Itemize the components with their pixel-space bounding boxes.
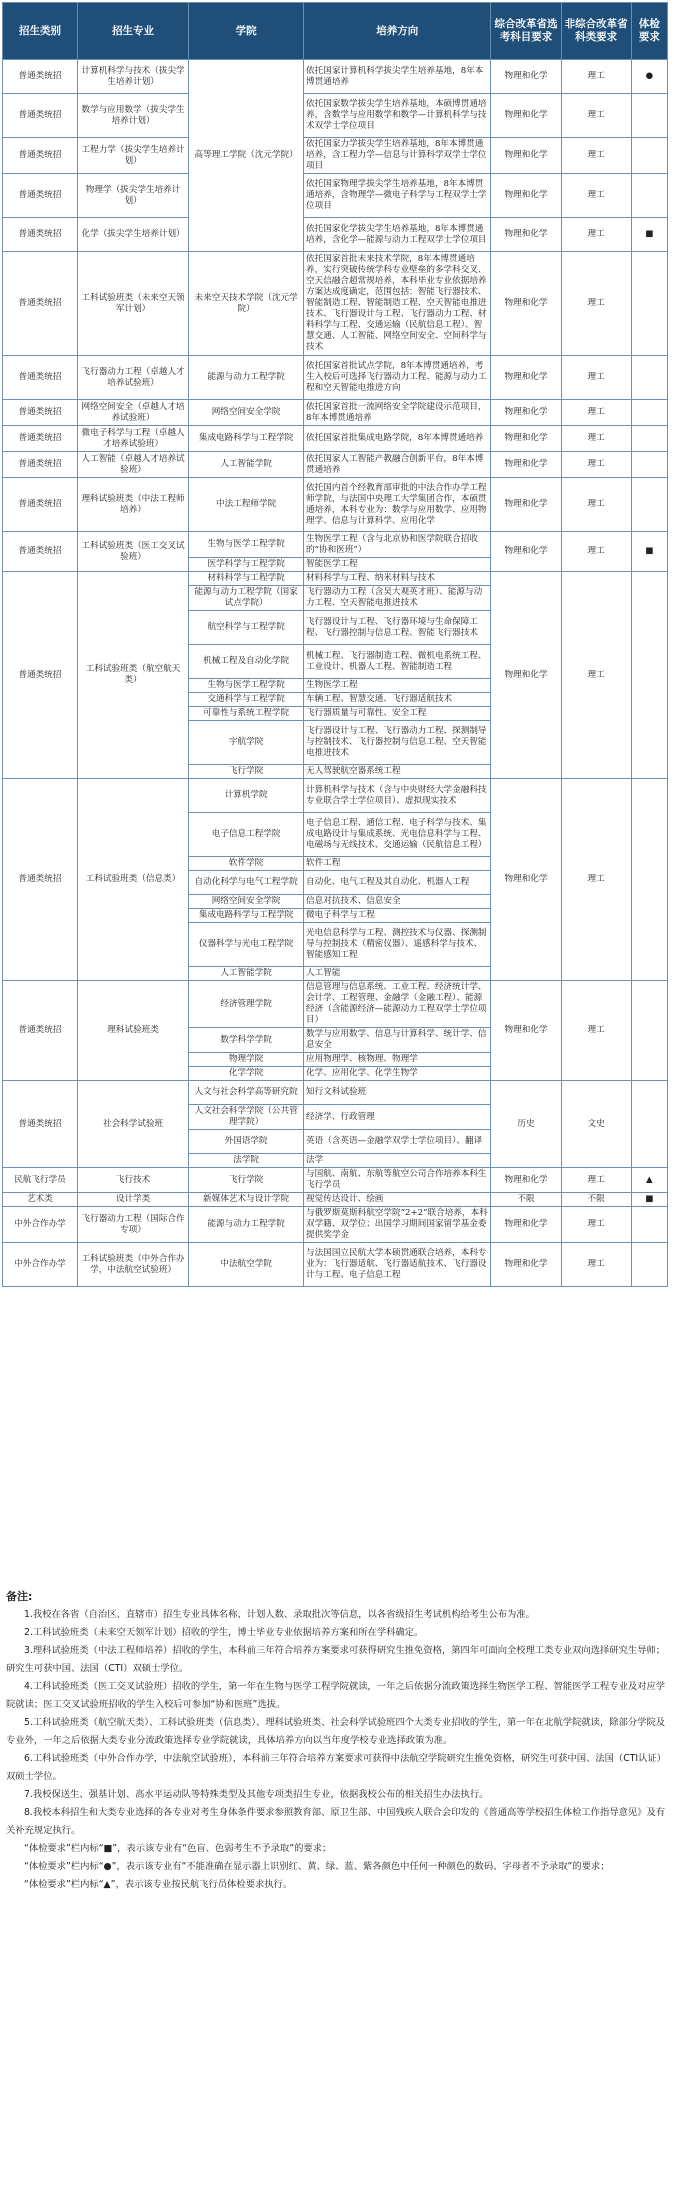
category-cell: 普通类统招 xyxy=(3,138,78,174)
type-cell: 理工 xyxy=(561,452,631,478)
major-cell: 人工智能（卓越人才培养试验班） xyxy=(77,452,188,478)
note-item: 4.工科试验班类（医工交叉试验班）招收的学生，第一年在生物与医学工程学院就读，一年之后依据分流政策选择生物医学工程、智能医学工程专业及对应学院就读；医工交叉试验班招收的学生入校后可参加“协和医班”选拔。 xyxy=(6,1681,666,1710)
direction-cell: 依托国内首个经教育部审批的中法合作办学工程师学院，与法国中央理工大学集团合作，本硕贯通培养，本科专业为：数学与应用数学、应用物理学、信息与计算科学、应用化学 xyxy=(304,478,491,532)
college-cell: 能源与动力工程学院（国家试点学院） xyxy=(189,586,304,611)
direction-cell: 机械工程、飞行器制造工程、微机电系统工程、工业设计、机器人工程、智能制造工程 xyxy=(304,645,491,679)
subject-cell: 物理和化学 xyxy=(491,478,561,532)
type-cell: 理工 xyxy=(561,400,631,426)
table-row xyxy=(3,1168,668,1193)
exam-cell xyxy=(631,252,667,356)
header-subject-req: 综合改革省选考科目要求 xyxy=(491,3,561,60)
notes-title: 备注: xyxy=(6,1590,33,1603)
college-cell: 自动化科学与电气工程学院 xyxy=(189,871,304,895)
direction-cell: 智能医学工程 xyxy=(304,558,491,572)
exam-cell xyxy=(631,572,667,779)
college-cell: 宇航学院 xyxy=(189,721,304,765)
table-row xyxy=(3,94,668,138)
direction-cell: 依托国家首批一流网络安全学院建设示范项目，8年本博贯通培养 xyxy=(304,400,491,426)
exam-cell xyxy=(631,478,667,532)
subject-cell: 物理和化学 xyxy=(491,252,561,356)
college-cell: 能源与动力工程学院 xyxy=(189,356,304,400)
college-cell: 集成电路科学与工程学院 xyxy=(189,426,304,452)
table-header-row xyxy=(3,3,668,60)
major-cell: 工程力学（拔尖学生培养计划） xyxy=(77,138,188,174)
category-cell: 普通类统招 xyxy=(3,60,78,94)
exam-cell: ■ xyxy=(631,218,667,252)
type-cell: 理工 xyxy=(561,478,631,532)
subject-cell: 历史 xyxy=(491,1081,561,1168)
table-row xyxy=(3,174,668,218)
header-direction: 培养方向 xyxy=(304,3,491,60)
major-cell: 理科试验班类 xyxy=(77,981,188,1081)
direction-cell: 与俄罗斯莫斯科航空学院“2+2”联合培养，本科双学籍、双学位；出国学习期间国家留学基金委提供奖学金 xyxy=(304,1207,491,1243)
category-cell: 普通类统招 xyxy=(3,356,78,400)
exam-cell: ● xyxy=(631,60,667,94)
major-cell: 物理学（拔尖学生培养计划） xyxy=(77,174,188,218)
table-row xyxy=(3,1193,668,1207)
college-cell: 中法航空学院 xyxy=(189,1243,304,1287)
major-cell: 化学（拔尖学生培养计划） xyxy=(77,218,188,252)
college-cell: 交通科学与工程学院 xyxy=(189,693,304,707)
exam-cell xyxy=(631,1081,667,1168)
note-item: 7.我校保送生、强基计划、高水平运动队等特殊类型及其他专项类招生专业，依据我校公布的相关招生办法执行。 xyxy=(24,1789,489,1800)
direction-cell: 依托国家首批未来技术学院，8年本博贯通培养，实行突破传统学科专业壁垒的多学科交叉、空天信融合超常规培养，本科毕业专业依据培养方案达成度确定，范围包括：智能飞行器技术、智能制造工程、智能制造工程、空天智能电推进技术、飞行器设计与工程、飞行器动力工程、材料科学与工程、交通运输（民航信息工程）、智慧交通、人工智能、网络空间安全、空间科学与技术 xyxy=(304,252,491,356)
subject-cell: 物理和化学 xyxy=(491,400,561,426)
college-cell: 材料科学与工程学院 xyxy=(189,572,304,586)
exam-cell xyxy=(631,138,667,174)
exam-cell: ■ xyxy=(631,1193,667,1207)
category-cell: 民航飞行学员 xyxy=(3,1168,78,1193)
subject-cell: 物理和化学 xyxy=(491,138,561,174)
type-cell: 理工 xyxy=(561,981,631,1081)
direction-cell: 与法国国立民航大学本硕贯通联合培养，本科专业为：飞行器适航、飞行器适航技术、飞行器设计与工程、电子信息工程 xyxy=(304,1243,491,1287)
subject-cell: 物理和化学 xyxy=(491,452,561,478)
type-cell: 理工 xyxy=(561,532,631,572)
subject-cell: 不限 xyxy=(491,1193,561,1207)
table-row xyxy=(3,218,668,252)
subject-cell: 物理和化学 xyxy=(491,981,561,1081)
college-cell: 网络空间安全学院 xyxy=(189,400,304,426)
subject-cell: 物理和化学 xyxy=(491,60,561,94)
table-row xyxy=(3,400,668,426)
direction-cell: 飞行器设计与工程、飞行器动力工程、探测制导与控制技术、飞行器控制与信息工程、空天智能电推进技术 xyxy=(304,721,491,765)
major-cell: 社会科学试验班 xyxy=(77,1081,188,1168)
subject-cell: 物理和化学 xyxy=(491,426,561,452)
exam-cell: ■ xyxy=(631,532,667,572)
category-cell: 普通类统招 xyxy=(3,981,78,1081)
major-cell: 理科试验班类（中法工程师培养） xyxy=(77,478,188,532)
type-cell: 理工 xyxy=(561,572,631,779)
note-item: 2.工科试验班类（未来空天领军计划）招收的学生，博士毕业专业依据培养方案和所在学科确定。 xyxy=(24,1627,424,1638)
type-cell: 理工 xyxy=(561,138,631,174)
table-row xyxy=(3,138,668,174)
direction-cell: 生物医学工程（含与北京协和医学院联合招收的“协和医班”） xyxy=(304,532,491,558)
college-cell: 人工智能学院 xyxy=(189,452,304,478)
college-cell: 计算机学院 xyxy=(189,779,304,813)
header-category: 招生类别 xyxy=(3,3,78,60)
table-row xyxy=(3,1081,668,1105)
category-cell: 中外合作办学 xyxy=(3,1243,78,1287)
college-cell: 集成电路科学与工程学院 xyxy=(189,909,304,923)
major-cell: 工科试验班类（航空航天类） xyxy=(77,572,188,779)
major-cell: 微电子科学与工程（卓越人才培养试验班） xyxy=(77,426,188,452)
subject-cell: 物理和化学 xyxy=(491,532,561,572)
subject-cell: 物理和化学 xyxy=(491,218,561,252)
table-row xyxy=(3,981,668,1028)
table-row xyxy=(3,1243,668,1287)
header-major: 招生专业 xyxy=(77,3,188,60)
direction-cell: 依托国家首批集成电路学院，8年本博贯通培养 xyxy=(304,426,491,452)
enrollment-table xyxy=(2,2,668,1287)
college-cell: 人工智能学院 xyxy=(189,967,304,981)
table-row xyxy=(3,356,668,400)
college-cell: 飞行学院 xyxy=(189,765,304,779)
header-college: 学院 xyxy=(189,3,304,60)
direction-cell: 应用物理学、核物理、物理学 xyxy=(304,1053,491,1067)
college-cell: 人文社会科学学院（公共管理学院） xyxy=(189,1105,304,1130)
header-exam-req: 体检要求 xyxy=(631,3,667,60)
exam-cell xyxy=(631,1243,667,1287)
exam-cell: ▲ xyxy=(631,1168,667,1193)
exam-cell xyxy=(631,981,667,1081)
direction-cell: 英语（含英语—金融学双学士学位项目）、翻译 xyxy=(304,1130,491,1154)
category-cell: 普通类统招 xyxy=(3,252,78,356)
college-cell: 物理学院 xyxy=(189,1053,304,1067)
direction-cell: 自动化、电气工程及其自动化、机器人工程 xyxy=(304,871,491,895)
major-cell: 飞行器动力工程（卓越人才培养试验班） xyxy=(77,356,188,400)
table-row xyxy=(3,452,668,478)
category-cell: 普通类统招 xyxy=(3,779,78,981)
college-cell: 新媒体艺术与设计学院 xyxy=(189,1193,304,1207)
direction-cell: 视觉传达设计、绘画 xyxy=(304,1193,491,1207)
table-row xyxy=(3,252,668,356)
type-cell: 理工 xyxy=(561,60,631,94)
direction-cell: 人工智能 xyxy=(304,967,491,981)
major-cell: 飞行技术 xyxy=(77,1168,188,1193)
type-cell: 理工 xyxy=(561,356,631,400)
direction-cell: 法学 xyxy=(304,1154,491,1168)
direction-cell: 信息管理与信息系统、工业工程、经济统计学、会计学、工程管理、金融学（金融工程）、能源经济（含能源经济—能源动力工程双学士学位项目） xyxy=(304,981,491,1028)
direction-cell: 软件工程 xyxy=(304,857,491,871)
college-cell: 电子信息工程学院 xyxy=(189,813,304,857)
type-cell: 理工 xyxy=(561,218,631,252)
direction-cell: 生物医学工程 xyxy=(304,679,491,693)
direction-cell: 知行文科试验班 xyxy=(304,1081,491,1105)
exam-cell xyxy=(631,174,667,218)
note-item: “体检要求”栏内标“●”，表示该专业有“不能准确在显示器上识别红、黄、绿、蓝、紫各颜色中任何一种颜色的数码、字母者不予录取”的要求； xyxy=(24,1861,610,1872)
direction-cell: 飞行器质量与可靠性、安全工程 xyxy=(304,707,491,721)
note-item: 6.工科试验班类（中外合作办学，中法航空试验班），本科前三年符合培养方案要求可获得中法航空学院研究生推免资格，研究生可获中国、法国（CTI认证）双硕士学位。 xyxy=(6,1753,662,1782)
college-cell: 可靠性与系统工程学院 xyxy=(189,707,304,721)
exam-cell xyxy=(631,452,667,478)
category-cell: 普通类统招 xyxy=(3,1081,78,1168)
college-cell: 法学院 xyxy=(189,1154,304,1168)
direction-cell: 经济学、行政管理 xyxy=(304,1105,491,1130)
exam-cell xyxy=(631,779,667,981)
major-cell: 工科试验班类（未来空天领军计划） xyxy=(77,252,188,356)
subject-cell: 物理和化学 xyxy=(491,174,561,218)
type-cell: 理工 xyxy=(561,1243,631,1287)
subject-cell: 物理和化学 xyxy=(491,94,561,138)
direction-cell: 无人驾驶航空器系统工程 xyxy=(304,765,491,779)
direction-cell: 微电子科学与工程 xyxy=(304,909,491,923)
note-item: “体检要求”栏内标“■”，表示该专业有“色盲、色弱考生不予录取”的要求； xyxy=(24,1843,332,1854)
table-row xyxy=(3,779,668,813)
direction-cell: 计算机科学与技术（含与中央财经大学金融科技专业联合学士学位项目）、虚拟现实技术 xyxy=(304,779,491,813)
category-cell: 艺术类 xyxy=(3,1193,78,1207)
major-cell: 工科试验班类（中外合作办学，中法航空试验班） xyxy=(77,1243,188,1287)
exam-cell xyxy=(631,356,667,400)
type-cell: 不限 xyxy=(561,1193,631,1207)
college-cell: 外国语学院 xyxy=(189,1130,304,1154)
subject-cell: 物理和化学 xyxy=(491,779,561,981)
note-item: 8.我校本科招生和大类专业选择的各专业对考生身体条件要求参照教育部、原卫生部、中国残疾人联合会印发的《普通高等学校招生体检工作指导意见》及有关补充规定执行。 xyxy=(6,1807,666,1836)
category-cell: 普通类统招 xyxy=(3,174,78,218)
major-cell: 计算机科学与技术（拔尖学生培养计划） xyxy=(77,60,188,94)
major-cell: 工科试验班类（信息类） xyxy=(77,779,188,981)
major-cell: 设计学类 xyxy=(77,1193,188,1207)
table-row xyxy=(3,60,668,94)
direction-cell: 依托国家人工智能产教融合创新平台，8年本博贯通培养 xyxy=(304,452,491,478)
category-cell: 普通类统招 xyxy=(3,426,78,452)
type-cell: 理工 xyxy=(561,174,631,218)
college-cell: 生物与医学工程学院 xyxy=(189,532,304,558)
header-type-req: 非综合改革省科类要求 xyxy=(561,3,631,60)
direction-cell: 依托国家力学拔尖学生培养基地，8年本博贯通培养，含工程力学—信息与计算科学双学士学位项目 xyxy=(304,138,491,174)
type-cell: 理工 xyxy=(561,1207,631,1243)
direction-cell: 依托国家计算机科学拔尖学生培养基地，8年本博贯通培养 xyxy=(304,60,491,94)
direction-cell: 依托国家首批试点学院，8年本博贯通培养，考生入校后可选择飞行器动力工程、能源与动力工程和空天智能电推进方向 xyxy=(304,356,491,400)
major-cell: 数学与应用数学（拔尖学生培养计划） xyxy=(77,94,188,138)
category-cell: 中外合作办学 xyxy=(3,1207,78,1243)
major-cell: 飞行器动力工程（国际合作专项） xyxy=(77,1207,188,1243)
college-cell: 机械工程及自动化学院 xyxy=(189,645,304,679)
direction-cell: 材料科学与工程、纳米材料与技术 xyxy=(304,572,491,586)
college-cell: 仪器科学与光电工程学院 xyxy=(189,923,304,967)
major-cell: 网络空间安全（卓越人才培养试验班） xyxy=(77,400,188,426)
table-row xyxy=(3,532,668,558)
direction-cell: 信息对抗技术、信息安全 xyxy=(304,895,491,909)
type-cell: 理工 xyxy=(561,779,631,981)
college-cell: 中法工程师学院 xyxy=(189,478,304,532)
category-cell: 普通类统招 xyxy=(3,218,78,252)
major-cell: 工科试验班类（医工交叉试验班） xyxy=(77,532,188,572)
college-cell: 化学学院 xyxy=(189,1067,304,1081)
category-cell: 普通类统招 xyxy=(3,572,78,779)
exam-cell xyxy=(631,94,667,138)
category-cell: 普通类统招 xyxy=(3,400,78,426)
college-cell: 软件学院 xyxy=(189,857,304,871)
note-item: 3.理科试验班类（中法工程师培养）招收的学生，本科前三年符合培养方案要求可获得研究生推免资格，第四年可面向全校理工类专业双向选择研究生导师；研究生可获中国、法国（CTI）双硕士学位。 xyxy=(6,1645,666,1674)
category-cell: 普通类统招 xyxy=(3,532,78,572)
subject-cell: 物理和化学 xyxy=(491,1168,561,1193)
college-cell: 能源与动力工程学院 xyxy=(189,1207,304,1243)
table-row xyxy=(3,572,668,586)
direction-cell: 数学与应用数学、信息与计算科学、统计学、信息安全 xyxy=(304,1028,491,1053)
college-cell: 数学科学学院 xyxy=(189,1028,304,1053)
college-cell: 网络空间安全学院 xyxy=(189,895,304,909)
type-cell: 文史 xyxy=(561,1081,631,1168)
table-row xyxy=(3,1207,668,1243)
college-cell: 未来空天技术学院（沈元学院） xyxy=(189,252,304,356)
college-cell: 经济管理学院 xyxy=(189,981,304,1028)
direction-cell: 依托国家化学拔尖学生培养基地，8年本博贯通培养，含化学—能源与动力工程双学士学位项目 xyxy=(304,218,491,252)
direction-cell: 化学、应用化学、化学生物学 xyxy=(304,1067,491,1081)
college-cell: 医学科学与工程学院 xyxy=(189,558,304,572)
type-cell: 理工 xyxy=(561,94,631,138)
category-cell: 普通类统招 xyxy=(3,452,78,478)
type-cell: 理工 xyxy=(561,426,631,452)
direction-cell: 飞行器动力工程（含吴大观英才班）、能源与动力工程、空天智能电推进技术 xyxy=(304,586,491,611)
college-cell: 高等理工学院（沈元学院） xyxy=(189,60,304,252)
direction-cell: 与国航、南航、东航等航空公司合作培养本科生飞行学员 xyxy=(304,1168,491,1193)
direction-cell: 电子信息工程、通信工程、电子科学与技术、集成电路设计与集成系统、光电信息科学与工程、电磁场与无线技术、交通运输（民航信息工程） xyxy=(304,813,491,857)
direction-cell: 光电信息科学与工程、测控技术与仪器、探测制导与控制技术（精密仪器）、遥感科学与技术、智能感知工程 xyxy=(304,923,491,967)
category-cell: 普通类统招 xyxy=(3,478,78,532)
direction-cell: 飞行器设计与工程、飞行器环境与生命保障工程、飞行器控制与信息工程、智能飞行器技术 xyxy=(304,611,491,645)
table-row xyxy=(3,426,668,452)
category-cell: 普通类统招 xyxy=(3,94,78,138)
table-row xyxy=(3,478,668,532)
exam-cell xyxy=(631,400,667,426)
exam-cell xyxy=(631,1207,667,1243)
direction-cell: 依托国家数学拔尖学生培养基地，本硕博贯通培养，含数学与应用数学和数学—计算机科学与技术双学士学位项目 xyxy=(304,94,491,138)
subject-cell: 物理和化学 xyxy=(491,572,561,779)
direction-cell: 依托国家物理学拔尖学生培养基地，8年本博贯通培养，含物理学—微电子科学与工程双学士学位项目 xyxy=(304,174,491,218)
type-cell: 理工 xyxy=(561,1168,631,1193)
direction-cell: 车辆工程、智慧交通、飞行器适航技术 xyxy=(304,693,491,707)
note-item: “体检要求”栏内标“▲”，表示该专业按民航飞行员体检要求执行。 xyxy=(24,1879,293,1890)
college-cell: 航空科学与工程学院 xyxy=(189,611,304,645)
type-cell: 理工 xyxy=(561,252,631,356)
subject-cell: 物理和化学 xyxy=(491,1243,561,1287)
subject-cell: 物理和化学 xyxy=(491,1207,561,1243)
note-item: 5.工科试验班类（航空航天类）、工科试验班类（信息类）、理科试验班类、社会科学试验班四个大类专业招收的学生，第一年在北航学院就读，除部分学院及专业外，一年之后依据大类专业分流政策选择专业学院就读，具体培养方向以当年度学校专业选择政策为准。 xyxy=(6,1717,666,1746)
college-cell: 飞行学院 xyxy=(189,1168,304,1193)
note-item: 1.我校在各省（自治区、直辖市）招生专业具体名称、计划人数、录取批次等信息，以各省级招生考试机构给考生公布为准。 xyxy=(24,1609,535,1620)
notes-section xyxy=(6,1588,666,1894)
college-cell: 人文与社会科学高等研究院 xyxy=(189,1081,304,1105)
college-cell: 生物与医学工程学院 xyxy=(189,679,304,693)
exam-cell xyxy=(631,426,667,452)
subject-cell: 物理和化学 xyxy=(491,356,561,400)
